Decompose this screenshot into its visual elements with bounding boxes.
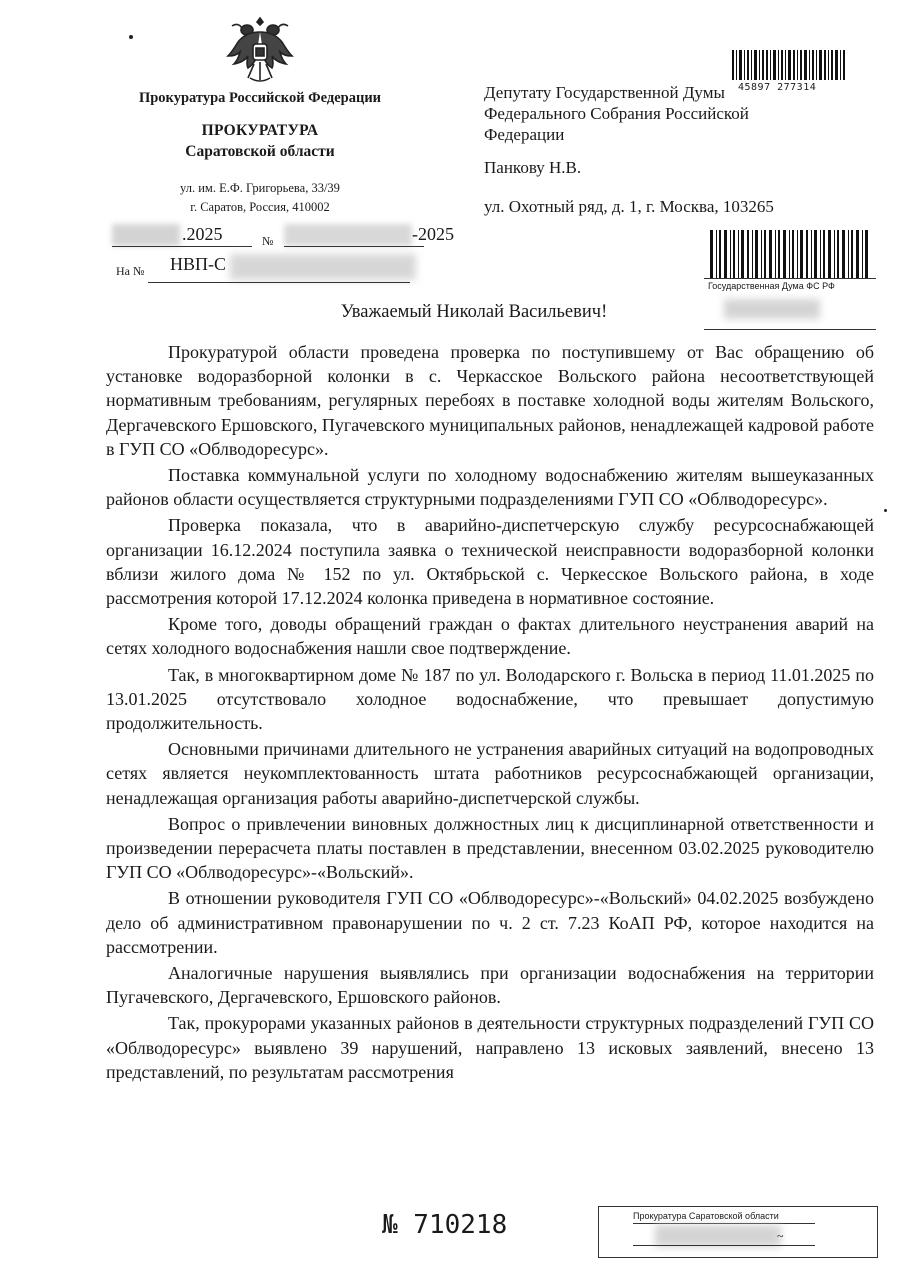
reference-row: [112, 252, 422, 286]
redaction-blur: [230, 254, 416, 280]
paragraph: Прокуратурой области проведена проверка по поступившему от Вас обращению об установке водоразборной колонки в с. Черкасское Вольского района несоответствующей нормативным требованиям, регулярных перебоях в поставке холодной воды жителям Вольского, Дергачевского Ершовского, Пугачевского муниципальных районов, ненадлежащей кадровой работе в ГУП СО «Облводоресурс».: [106, 342, 874, 459]
underline: [112, 246, 252, 247]
paragraph: Основными причинами длительного не устранения аварийных ситуаций на водопроводных сетях является неукомплектованность штата работников ресурсоснабжающей организации, ненадлежащая организация работы аварийно-диспетчерской службы.: [106, 739, 874, 808]
paragraph: Так, прокурорами указанных районов в деятельности структурных подразделений ГУП СО «Облводоресурс» выявлено 39 нарушений, направлено 13 исковых заявлений, внесено 13 представлений, по результатам рассмотрения: [106, 1013, 874, 1082]
paragraph: Кроме того, доводы обращений граждан о фактах длительного неустранения аварий на сетях холодного водоснабжения нашли свое подтверждение.: [106, 614, 874, 659]
recipient-address: ул. Охотный ряд, д. 1, г. Москва, 103265: [484, 197, 774, 216]
sender-address-line2: г. Саратов, Россия, 410002: [190, 200, 330, 214]
sender-org-line1: Прокуратура Российской Федерации: [138, 90, 382, 106]
stamp-label: Прокуратура Саратовской области: [633, 1211, 779, 1221]
sender-address-line1: ул. им. Е.Ф. Григорьева, 33/39: [180, 181, 340, 195]
underline: [633, 1245, 815, 1246]
outgoing-number: -2025: [412, 224, 454, 244]
redaction-blur: [655, 1225, 781, 1247]
underline: [633, 1223, 815, 1224]
underline: [284, 246, 424, 247]
reference-label: На №: [116, 264, 145, 278]
scan-speck: [129, 35, 133, 39]
reference-number: НВП-С: [170, 254, 227, 274]
paragraph: В отношении руководителя ГУП СО «Облводоресурс»-«Вольский» 04.02.2025 возбуждено дело об административном правонарушении по ч. 2 ст. 7.23 КоАП РФ, которое находится на рассмотрении.: [106, 888, 874, 957]
sender-org-line3: Саратовской области: [185, 143, 335, 160]
double-headed-eagle-icon: [220, 10, 300, 90]
barcode-number: 45897 277314: [738, 82, 817, 93]
addressee-line2: Федерального Собрания Российской: [484, 104, 749, 123]
stamp-mark: ~: [777, 1229, 784, 1243]
addressee-line3: Федерации: [484, 125, 565, 144]
greeting: Уважаемый Николай Васильевич!: [340, 302, 608, 322]
paragraph: Поставка коммунальной услуги по холодному водоснабжению жителям вышеуказанных районов области осуществляется структурными подразделениями ГУП СО «Облводоресурс».: [106, 465, 874, 510]
scan-speck: [884, 509, 887, 512]
sender-org-line2: ПРОКУРАТУРА: [201, 122, 319, 139]
barcode-icon: [708, 230, 872, 278]
document-serial-number: № 710218: [382, 1210, 508, 1240]
outgoing-registration-row: [112, 222, 454, 250]
letter-body: [106, 340, 874, 1086]
outgoing-date: .2025: [182, 224, 223, 244]
paragraph: Вопрос о привлечении виновных должностных лиц к дисциплинарной ответственности и произведении перерасчета платы поставлен в представлении, внесенном 03.02.2025 руководителю ГУП СО «Облводоресурс»-«Вольский».: [106, 813, 874, 883]
prosecutor-stamp: [598, 1206, 878, 1258]
paragraph: Проверка показала, что в аварийно-диспетчерскую службу ресурсоснабжающей организации 16.12.2024 поступила заявка о технической неисправности водоразборной колонки вблизи жилого дома № 152 по ул. Октябрьской с. Черкесское Вольского района, в ходе рассмотрения которой 17.12.2024 колонка приведена в нормативное состояние.: [106, 515, 874, 609]
redaction-blur: [112, 224, 180, 246]
outgoing-number-label: №: [262, 234, 274, 248]
underline: [148, 282, 410, 283]
addressee-block: [484, 82, 836, 145]
recipient-name: Панкову Н.В.: [484, 158, 582, 177]
addressee-line1: Депутату Государственной Думы: [484, 83, 725, 102]
redaction-blur: [284, 224, 412, 246]
stamp-label: Государственная Дума ФС РФ: [708, 281, 835, 291]
paragraph: Так, в многоквартирном доме № 187 по ул. Володарского г. Вольска в период 11.01.2025 по 13.01.2025 отсутствовало холодное водоснабжение, что превышает допустимую продолжительность.: [106, 664, 874, 734]
paragraph: Аналогичные нарушения выявлялись при организации водоснабжения на территории Пугачевского, Дергачевского, Ершовского районов.: [106, 963, 874, 1008]
